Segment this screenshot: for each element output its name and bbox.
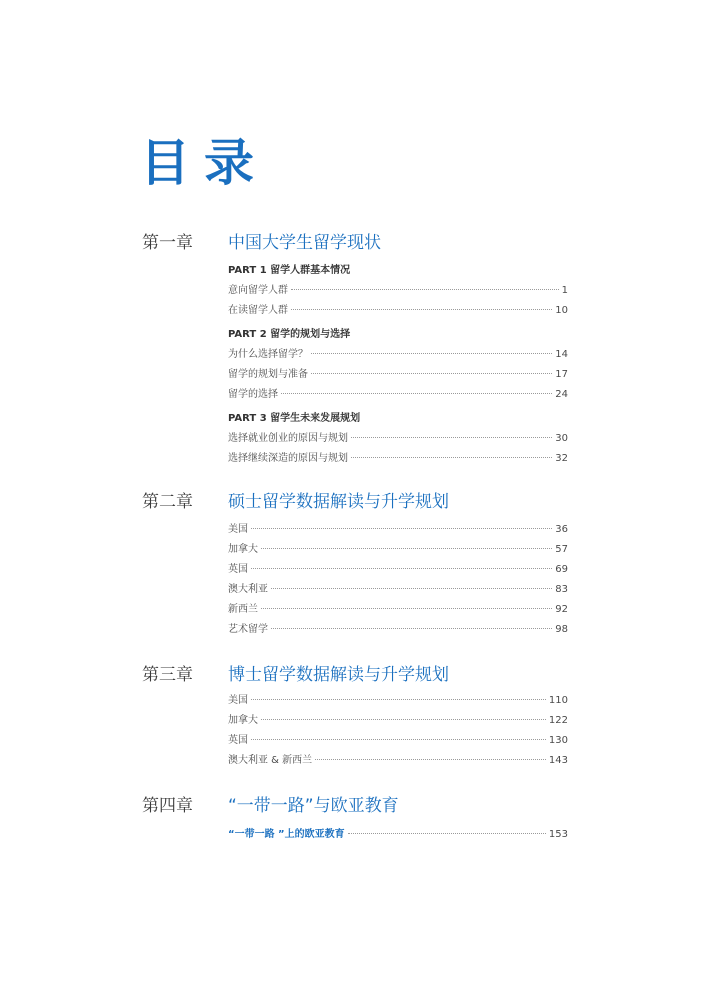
chapter-2: [142, 489, 568, 640]
toc-page-number: 69: [555, 564, 568, 575]
part-heading: PART 1 留学人群基本情况: [228, 265, 351, 276]
chapter-title[interactable]: 博士留学数据解读与升学规划: [228, 665, 449, 685]
toc-entry[interactable]: [228, 385, 568, 405]
toc-page-number: 32: [555, 453, 568, 464]
toc-page-number: 10: [555, 305, 568, 316]
toc-entry-label: 英国: [228, 564, 248, 575]
toc-entry[interactable]: [228, 711, 568, 731]
toc-entry-label: 留学的选择: [228, 389, 278, 400]
chapter-number: 第二章: [142, 492, 193, 512]
dot-leader: [311, 373, 552, 374]
toc-entry[interactable]: [228, 580, 568, 600]
toc-entry-label: 选择就业创业的原因与规划: [228, 433, 348, 444]
toc-entry-label: 在读留学人群: [228, 305, 288, 316]
toc-entry[interactable]: [228, 520, 568, 540]
dot-leader: [251, 568, 552, 569]
toc-entry[interactable]: [228, 560, 568, 580]
dot-leader: [261, 548, 552, 549]
dot-leader: [291, 289, 559, 290]
toc-entry-label: 澳大利亚: [228, 584, 268, 595]
toc-entry[interactable]: [228, 540, 568, 560]
toc-entry[interactable]: [228, 449, 568, 469]
chapter-entries: [228, 691, 568, 771]
toc-page-number: 83: [555, 584, 568, 595]
dot-leader: [351, 457, 552, 458]
toc-page-number: 36: [555, 524, 568, 535]
toc-entry-label: 美国: [228, 695, 248, 706]
toc-page-number: 30: [555, 433, 568, 444]
toc-entry-label: 意向留学人群: [228, 285, 288, 296]
chapter-4: [142, 793, 568, 845]
toc-entry[interactable]: [228, 281, 568, 301]
dot-leader: [351, 437, 552, 438]
toc-entry[interactable]: [228, 751, 568, 771]
toc-page-number: 24: [555, 389, 568, 400]
toc-page-number: 110: [548, 695, 568, 706]
toc-entry[interactable]: [228, 365, 568, 385]
toc-page-number: 153: [548, 829, 568, 840]
toc-page-number: 98: [555, 624, 568, 635]
part-heading: PART 2 留学的规划与选择: [228, 329, 351, 340]
toc-entry[interactable]: [228, 301, 568, 321]
toc-entry[interactable]: [228, 345, 568, 365]
toc-page-number: 57: [555, 544, 568, 555]
page-title: 目录: [140, 134, 268, 192]
toc-entry-label: 留学的规划与准备: [228, 369, 308, 380]
chapter-title[interactable]: 中国大学生留学现状: [228, 233, 381, 253]
toc-entry-label: 艺术留学: [228, 624, 268, 635]
dot-leader: [251, 739, 546, 740]
chapter-heading: [142, 793, 568, 819]
chapter-heading: [142, 230, 568, 256]
chapter-number: 第四章: [142, 796, 193, 816]
dot-leader: [251, 528, 552, 529]
dot-leader: [311, 353, 552, 354]
toc-page-number: 1: [561, 285, 568, 296]
chapter-title[interactable]: 硕士留学数据解读与升学规划: [228, 492, 449, 512]
toc-entry-label: 选择继续深造的原因与规划: [228, 453, 348, 464]
toc-page-number: 14: [555, 349, 568, 360]
toc-entry[interactable]: [228, 429, 568, 449]
toc-page-number: 92: [555, 604, 568, 615]
chapter-heading: [142, 489, 568, 515]
dot-leader: [281, 393, 552, 394]
chapter-entries: [228, 825, 568, 845]
chapter-number: 第三章: [142, 665, 193, 685]
toc-entry-label: 美国: [228, 524, 248, 535]
chapter-entries: [228, 261, 568, 469]
toc-entry-label: 澳大利亚 & 新西兰: [228, 755, 313, 766]
dot-leader: [271, 628, 552, 629]
dot-leader: [315, 759, 546, 760]
chapter-3: [142, 662, 568, 771]
dot-leader: [261, 608, 552, 609]
dot-leader: [251, 699, 546, 700]
chapter-1: [142, 230, 568, 469]
toc-page-number: 122: [548, 715, 568, 726]
toc-page-number: 17: [555, 369, 568, 380]
toc-page-number: 143: [548, 755, 568, 766]
toc-entry[interactable]: [228, 825, 568, 845]
dot-leader: [348, 833, 546, 834]
toc-entry-label: “一带一路 ”上的欧亚教育: [228, 829, 345, 840]
dot-leader: [271, 588, 552, 589]
toc-entry[interactable]: [228, 691, 568, 711]
toc-page-number: 130: [548, 735, 568, 746]
toc-entry[interactable]: [228, 600, 568, 620]
chapter-entries: [228, 520, 568, 640]
toc-entry[interactable]: [228, 731, 568, 751]
part-heading: PART 3 留学生未来发展规划: [228, 413, 361, 424]
chapter-number: 第一章: [142, 233, 193, 253]
toc-entry-label: 为什么选择留学？: [228, 349, 308, 360]
dot-leader: [291, 309, 552, 310]
toc-entry[interactable]: [228, 620, 568, 640]
toc-entry-label: 英国: [228, 735, 248, 746]
chapter-title[interactable]: “一带一路”与欧亚教育: [228, 796, 399, 816]
toc-entry-label: 新西兰: [228, 604, 258, 615]
chapter-heading: [142, 662, 568, 688]
toc-entry-label: 加拿大: [228, 544, 258, 555]
toc-entry-label: 加拿大: [228, 715, 258, 726]
dot-leader: [261, 719, 546, 720]
